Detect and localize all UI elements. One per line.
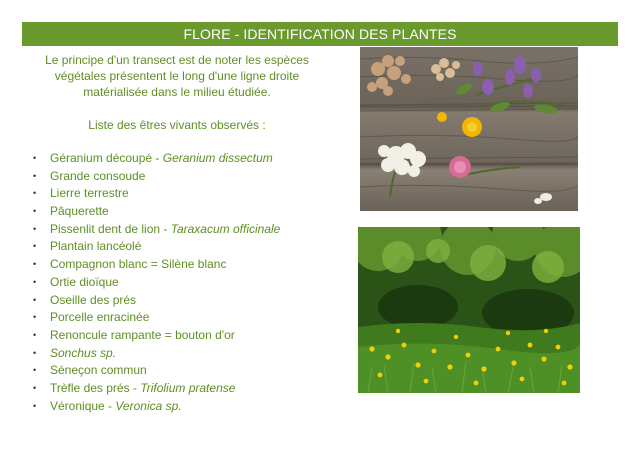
species-latin-name: Trifolium pratense: [140, 380, 236, 395]
species-common-name: Renoncule rampante = bouton d'or: [50, 327, 235, 342]
list-item: [30, 221, 280, 239]
species-common-name: Lierre terrestre: [50, 186, 129, 201]
list-item: [30, 362, 280, 380]
flower-specimens-photo: [360, 47, 578, 211]
list-item: [30, 309, 280, 327]
meadow-photo: [358, 227, 580, 393]
page-title: FLORE - IDENTIFICATION DES PLANTES: [183, 26, 457, 42]
list-item: [30, 292, 280, 310]
species-common-name: Grande consoude: [50, 168, 146, 183]
list-item: [30, 380, 280, 398]
species-list-title: Liste des êtres vivants observés :: [88, 118, 266, 132]
species-common-name: Compagnon blanc = Silène blanc: [50, 257, 227, 272]
species-latin-name: Sonchus sp.: [50, 345, 117, 360]
list-item: [30, 398, 280, 416]
species-common-name: Ortie dioïque: [50, 274, 119, 289]
species-common-name: Géranium découpé -: [50, 151, 163, 165]
species-common-name: Pissenlit dent de lion -: [50, 221, 171, 236]
list-item: [30, 150, 280, 168]
species-common-name: Oseille des prés: [50, 292, 137, 307]
list-item: [30, 327, 280, 345]
species-latin-name: Veronica sp.: [115, 398, 182, 413]
list-item: [30, 168, 280, 186]
species-common-name: Pâquerette: [50, 204, 109, 219]
list-item: [30, 185, 280, 203]
species-latin-name: Geranium dissectum: [162, 151, 273, 165]
list-item: [30, 345, 280, 363]
intro-line: matérialisée dans le milieu étudiée.: [83, 85, 271, 99]
species-common-name: Trèfle des prés -: [50, 380, 141, 395]
species-common-name: Séneçon commun: [50, 363, 147, 378]
species-common-name: Porcelle enracinée: [50, 310, 150, 325]
list-item: [30, 203, 280, 221]
intro-line: Le principe d'un transect est de noter les espèces: [45, 53, 309, 67]
title-bar: [22, 22, 618, 46]
list-item: [30, 274, 280, 292]
list-item: [30, 238, 280, 256]
list-item: [30, 256, 280, 274]
species-common-name: Plantain lancéolé: [50, 239, 142, 254]
species-latin-name: Taraxacum officinale: [170, 221, 281, 236]
species-list: [30, 150, 280, 415]
intro-line: végétales présentent le long d'une ligne droite: [54, 69, 300, 83]
intro-paragraph: [22, 52, 332, 100]
species-common-name: Véronique -: [50, 398, 116, 413]
